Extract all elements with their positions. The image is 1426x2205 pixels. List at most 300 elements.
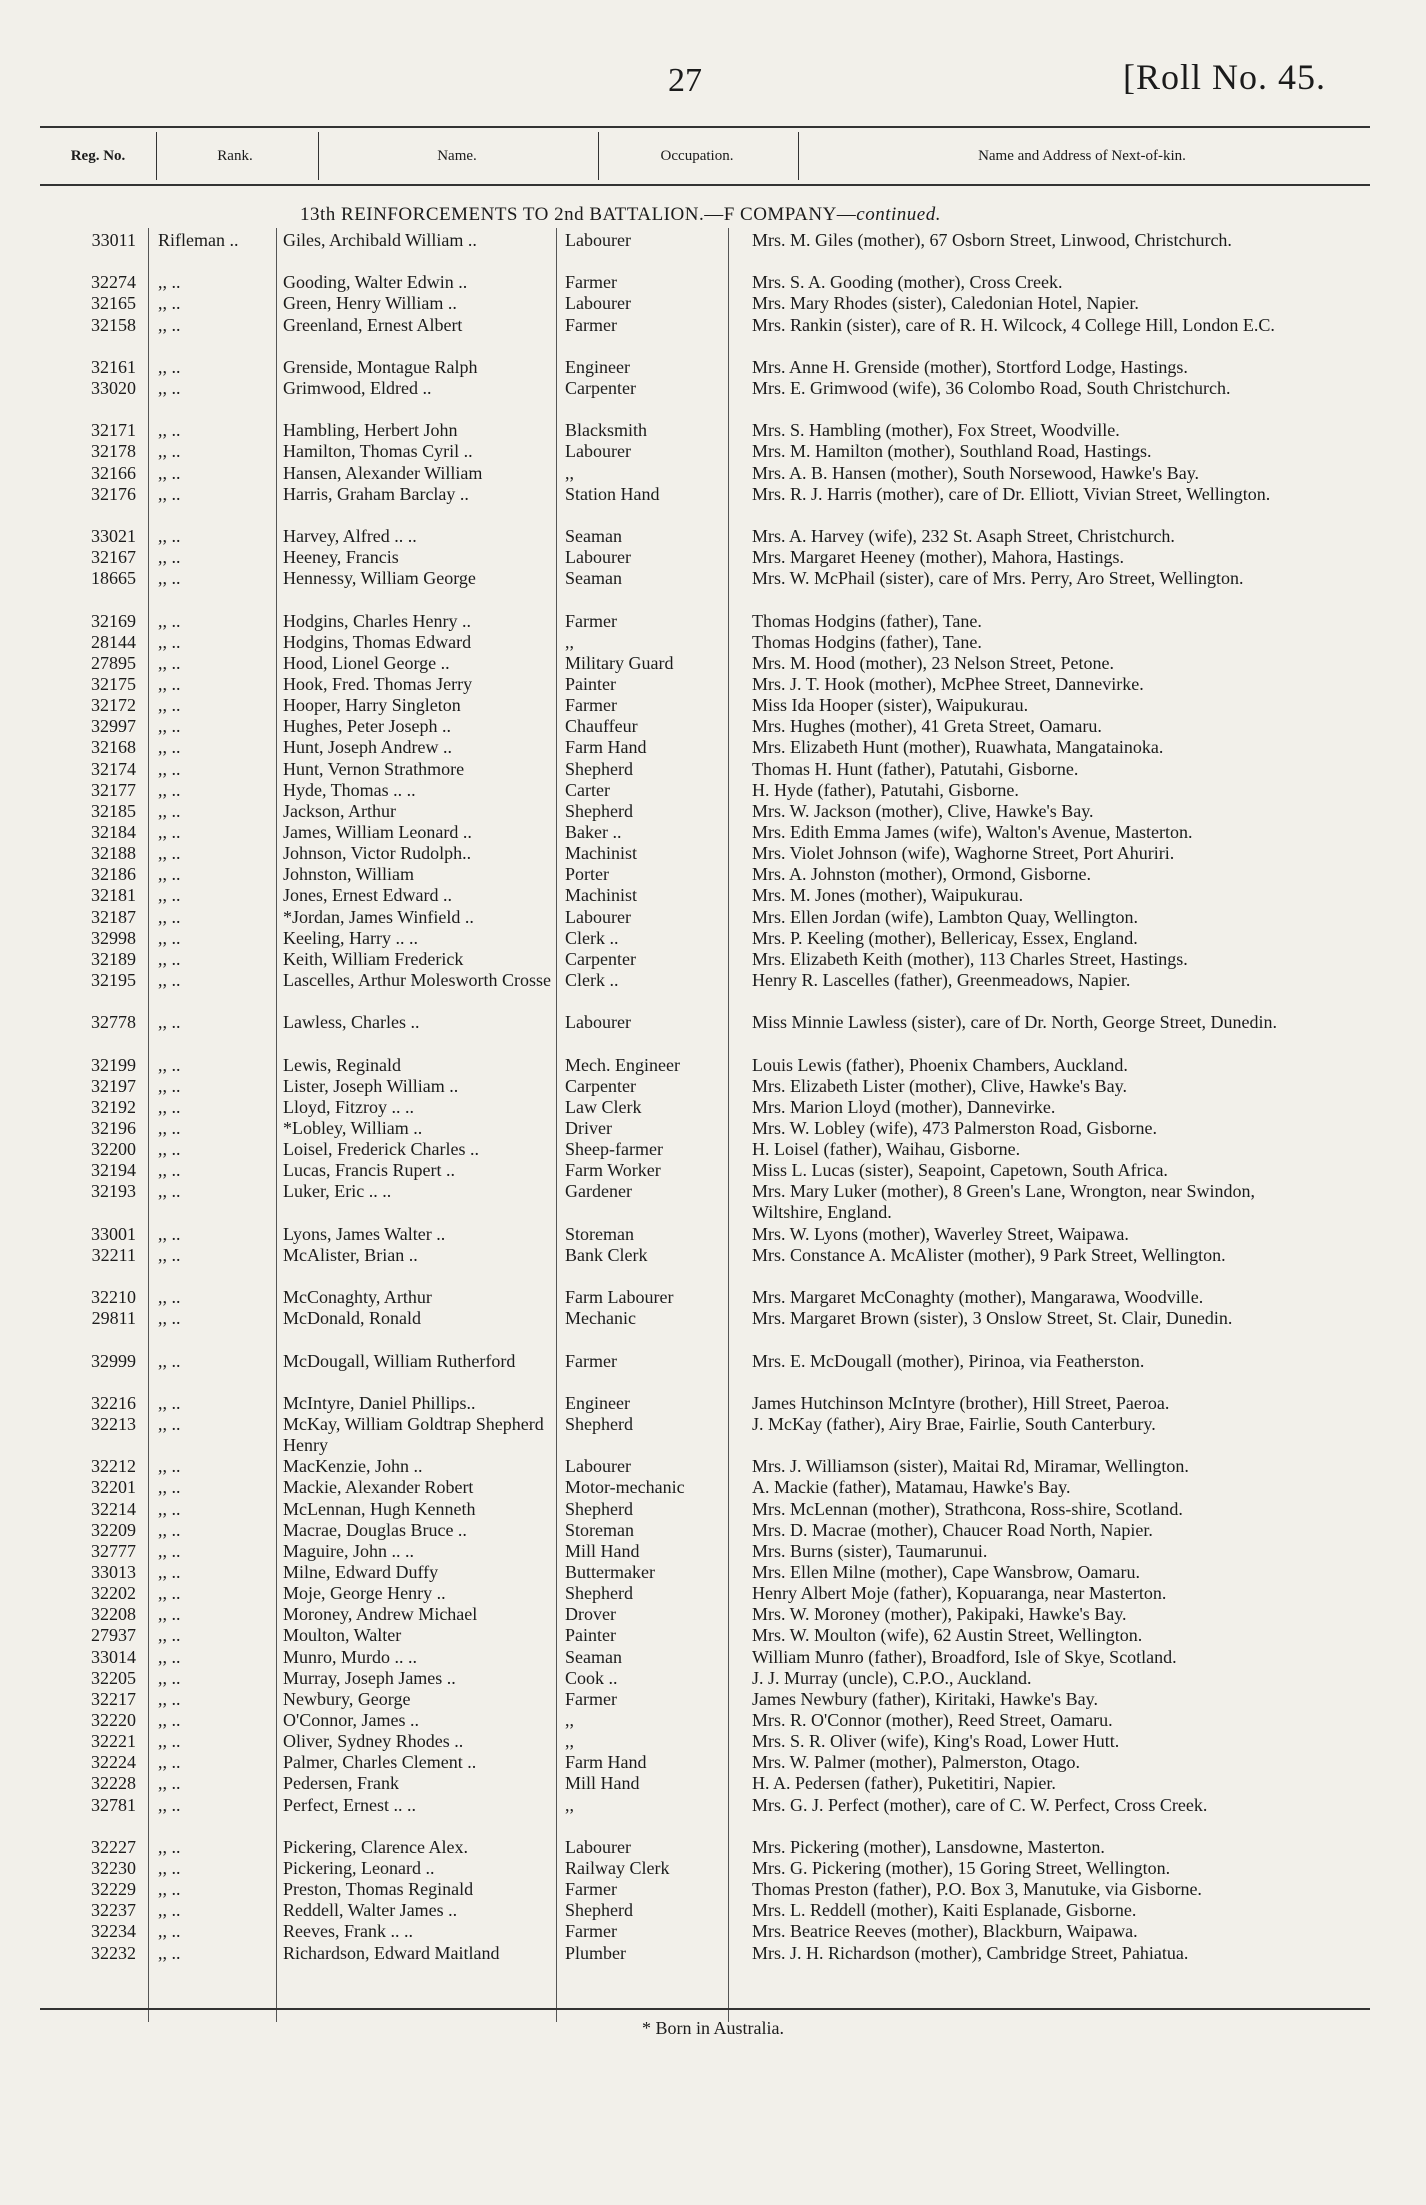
occupation-cell: Mech. Engineer <box>565 1054 680 1075</box>
occupation-cell: Carpenter <box>565 378 636 399</box>
occupation-cell: Clerk .. <box>565 927 619 948</box>
name-cell: Pickering, Leonard .. <box>283 1858 435 1879</box>
next-of-kin-cell: Mrs. A. Johnston (mother), Ormond, Gisborne. <box>752 864 1091 885</box>
occupation-cell: Farm Hand <box>565 1752 647 1773</box>
name-cell: Lascelles, Arthur Molesworth Crosse <box>283 970 551 990</box>
table-row <box>0 653 1426 674</box>
occupation-cell: Farmer <box>565 1688 617 1709</box>
rank-cell: ,, .. <box>158 1540 181 1561</box>
next-of-kin-cell: Mrs. G. Pickering (mother), 15 Goring Street, Wellington. <box>752 1858 1171 1879</box>
table-row <box>0 547 1426 568</box>
next-of-kin-cell: Mrs. Hughes (mother), 41 Greta Street, Oamaru. <box>752 716 1102 737</box>
table-row <box>0 420 1426 441</box>
table-row <box>0 1287 1426 1308</box>
reg-no-cell: 32175 <box>91 674 136 695</box>
occupation-cell: Labourer <box>565 1456 631 1477</box>
next-of-kin-cell: H. Hyde (father), Patutahi, Gisborne. <box>752 779 1019 800</box>
reg-no-cell: 32177 <box>91 779 136 800</box>
rank-cell: ,, .. <box>158 1392 181 1413</box>
table-row <box>0 1499 1426 1520</box>
occupation-cell: ,, <box>565 1731 574 1752</box>
next-of-kin-cell: Mrs. Margaret Brown (sister), 3 Onslow Street, St. Clair, Dunedin. <box>752 1308 1233 1329</box>
reg-no-cell: 32196 <box>91 1118 136 1139</box>
section-title-continued: continued. <box>856 204 941 225</box>
name-cell: Keith, William Frederick <box>283 948 464 969</box>
next-of-kin-cell: Henry Albert Moje (father), Kopuaranga, near Masterton. <box>752 1583 1167 1604</box>
rank-cell: ,, .. <box>158 1244 181 1265</box>
occupation-cell: Shepherd <box>565 1583 633 1604</box>
name-cell: McDonald, Ronald <box>283 1308 421 1329</box>
name-cell: Grenside, Montague Ralph <box>283 356 478 377</box>
rank-cell: ,, .. <box>158 483 181 504</box>
table-row <box>0 1583 1426 1604</box>
table-row <box>0 907 1426 928</box>
next-of-kin-cell: Mrs. Mary Rhodes (sister), Caledonian Hotel, Napier. <box>752 293 1139 314</box>
reg-no-cell: 32202 <box>91 1583 136 1604</box>
rank-cell: ,, .. <box>158 441 181 462</box>
name-cell: Hamilton, Thomas Cyril .. <box>283 441 473 462</box>
rank-cell: ,, .. <box>158 1773 181 1794</box>
next-of-kin-cell: J. J. Murray (uncle), C.P.O., Auckland. <box>752 1667 1032 1688</box>
name-cell: Hood, Lionel George .. <box>283 652 450 673</box>
rank-cell: ,, .. <box>158 610 181 631</box>
occupation-cell: Farm Hand <box>565 737 647 758</box>
name-cell: Loisel, Frederick Charles .. <box>283 1139 479 1160</box>
reg-no-cell: 32999 <box>91 1350 136 1371</box>
rank-cell: ,, .. <box>158 1752 181 1773</box>
header-rank: Rank. <box>217 148 253 164</box>
rank-cell: ,, .. <box>158 970 181 990</box>
rank-cell: ,, .. <box>158 927 181 948</box>
next-of-kin-cell: Mrs. Constance A. McAlister (mother), 9 Park Street, Wellington. <box>752 1244 1226 1265</box>
rank-cell: ,, .. <box>158 758 181 779</box>
reg-no-cell: 32199 <box>91 1054 136 1075</box>
reg-no-cell: 32781 <box>91 1794 136 1815</box>
section-title <box>300 204 941 226</box>
name-cell: Pedersen, Frank <box>283 1773 399 1794</box>
reg-no-cell: 32166 <box>91 462 136 483</box>
next-of-kin-cell: Mrs. S. Hambling (mother), Fox Street, Woodville. <box>752 420 1120 441</box>
name-cell: Hunt, Vernon Strathmore <box>283 758 465 779</box>
name-cell: Lister, Joseph William .. <box>283 1075 459 1096</box>
rank-cell: ,, .. <box>158 1858 181 1879</box>
table-row <box>0 737 1426 758</box>
reg-no-cell: 32201 <box>91 1477 136 1498</box>
name-cell: Grimwood, Eldred .. <box>283 378 432 399</box>
name-cell: Munro, Murdo .. .. <box>283 1646 417 1667</box>
reg-no-cell: 32189 <box>91 948 136 969</box>
reg-no-cell: 32214 <box>91 1498 136 1519</box>
roll-number: [Roll No. 45. <box>1122 57 1326 97</box>
table-row <box>0 1647 1426 1668</box>
name-cell: O'Connor, James .. <box>283 1710 420 1731</box>
table-row <box>0 1181 1426 1223</box>
occupation-cell: Seaman <box>565 568 622 589</box>
next-of-kin-cell: William Munro (father), Broadford, Isle of Skye, Scotland. <box>752 1646 1177 1667</box>
name-cell: McLennan, Hugh Kenneth <box>283 1498 476 1519</box>
reg-no-cell: 32205 <box>91 1667 136 1688</box>
table-row <box>0 864 1426 885</box>
reg-no-cell: 32209 <box>91 1519 136 1540</box>
table-row <box>0 1837 1426 1858</box>
table-row <box>0 441 1426 462</box>
table-row <box>0 1604 1426 1625</box>
reg-no-cell: 27895 <box>91 652 136 673</box>
reg-no-cell: 32228 <box>91 1773 136 1794</box>
name-cell: James, William Leonard .. <box>283 822 472 843</box>
next-of-kin-cell: Thomas Preston (father), P.O. Box 3, Manutuke, via Gisborne. <box>752 1879 1202 1900</box>
next-of-kin-cell: Miss Ida Hooper (sister), Waipukurau. <box>752 695 1029 716</box>
rank-cell: ,, .. <box>158 631 181 652</box>
next-of-kin-cell: Mrs. E. McDougall (mother), Pirinoa, via Featherston. <box>752 1350 1145 1371</box>
rank-cell: ,, .. <box>158 1054 181 1075</box>
reg-no-cell: 32212 <box>91 1456 136 1477</box>
next-of-kin-cell: Mrs. L. Reddell (mother), Kaiti Esplanade, Gisborne. <box>752 1900 1137 1921</box>
next-of-kin-cell: Mrs. Mary Luker (mother), 8 Green's Lane, Wrongton, near Swindon, Wiltshire, England. <box>752 1181 1256 1223</box>
name-cell: Moroney, Andrew Michael <box>283 1604 478 1625</box>
name-cell: McAlister, Brian .. <box>283 1244 418 1265</box>
next-of-kin-cell: Mrs. Ellen Milne (mother), Cape Wansbrow, Oamaru. <box>752 1562 1140 1583</box>
table-row <box>0 1943 1426 1985</box>
name-cell: Greenland, Ernest Albert <box>283 314 463 335</box>
reg-no-cell: 32208 <box>91 1604 136 1625</box>
next-of-kin-cell: Mrs. M. Hood (mother), 23 Nelson Street, Petone. <box>752 652 1114 673</box>
next-of-kin-cell: Mrs. Beatrice Reeves (mother), Blackburn, Waipawa. <box>752 1921 1138 1942</box>
reg-no-cell: 32217 <box>91 1688 136 1709</box>
occupation-cell: Plumber <box>565 1942 626 1963</box>
next-of-kin-cell: Mrs. Violet Johnson (wife), Waghorne Street, Port Ahuriri. <box>752 843 1175 864</box>
occupation-cell: Military Guard <box>565 652 674 673</box>
occupation-cell: Shepherd <box>565 1498 633 1519</box>
name-cell: Murray, Joseph James .. <box>283 1667 456 1688</box>
name-cell: Reeves, Frank .. .. <box>283 1921 413 1942</box>
occupation-cell: Painter <box>565 674 616 695</box>
reg-no-cell: 32227 <box>91 1836 136 1857</box>
table-row <box>0 1541 1426 1562</box>
next-of-kin-cell: J. McKay (father), Airy Brae, Fairlie, South Canterbury. <box>752 1414 1156 1435</box>
name-cell: McDougall, William Rutherford <box>283 1350 516 1371</box>
table-row <box>0 1139 1426 1160</box>
occupation-cell: Seaman <box>565 526 622 547</box>
name-cell: Luker, Eric .. .. <box>283 1181 392 1202</box>
next-of-kin-cell: Mrs. M. Hamilton (mother), Southland Road, Hastings. <box>752 441 1152 462</box>
rank-cell: ,, .. <box>158 1879 181 1900</box>
rank-cell: ,, .. <box>158 864 181 885</box>
next-of-kin-cell: Mrs. R. J. Harris (mother), care of Dr. Elliott, Vivian Street, Wellington. <box>752 483 1271 504</box>
rank-cell: ,, .. <box>158 272 181 293</box>
footer-rule <box>40 2008 1370 2010</box>
rank-cell: ,, .. <box>158 1900 181 1921</box>
rank-cell: ,, .. <box>158 1710 181 1731</box>
rank-cell: ,, .. <box>158 885 181 906</box>
name-cell: Moulton, Walter <box>283 1625 402 1646</box>
reg-no-cell: 18665 <box>91 568 136 589</box>
next-of-kin-cell: Mrs. A. Harvey (wife), 232 St. Asaph Street, Christchurch. <box>752 526 1175 547</box>
rank-cell: ,, .. <box>158 906 181 927</box>
occupation-cell: Blacksmith <box>565 420 647 441</box>
table-row <box>0 484 1426 526</box>
occupation-cell: Labourer <box>565 230 631 250</box>
table-row <box>0 1456 1426 1477</box>
table-row <box>0 1245 1426 1287</box>
rank-cell: ,, .. <box>158 1562 181 1583</box>
table-row <box>0 1520 1426 1541</box>
next-of-kin-cell: James Newbury (father), Kiritaki, Hawke's Bay. <box>752 1688 1098 1709</box>
occupation-cell: Farmer <box>565 1879 617 1900</box>
name-cell: Hambling, Herbert John <box>283 420 458 441</box>
reg-no-cell: 33020 <box>91 378 136 399</box>
rank-cell: ,, .. <box>158 1012 181 1033</box>
table-row <box>0 526 1426 547</box>
rank-cell: ,, .. <box>158 1350 181 1371</box>
header-reg-no: Reg. No. <box>70 148 126 164</box>
rank-cell: ,, .. <box>158 948 181 969</box>
reg-no-cell: 32169 <box>91 610 136 631</box>
table-row <box>0 1308 1426 1350</box>
reg-no-cell: 32186 <box>91 864 136 885</box>
next-of-kin-cell: Henry R. Lascelles (father), Greenmeadows, Napier. <box>752 970 1131 990</box>
next-of-kin-cell: Miss Minnie Lawless (sister), care of Dr. North, George Street, Dunedin. <box>752 1012 1278 1033</box>
occupation-cell: Railway Clerk <box>565 1858 670 1879</box>
table-row <box>0 1900 1426 1921</box>
reg-no-cell: 32210 <box>91 1287 136 1308</box>
rank-cell: ,, .. <box>158 1794 181 1815</box>
reg-no-cell: 32200 <box>91 1139 136 1160</box>
reg-no-cell: 32158 <box>91 314 136 335</box>
next-of-kin-cell: Mrs. W. McPhail (sister), care of Mrs. Perry, Aro Street, Wellington. <box>752 568 1244 589</box>
name-cell: Moje, George Henry .. <box>283 1583 446 1604</box>
occupation-cell: Buttermaker <box>565 1562 655 1583</box>
table-row <box>0 1097 1426 1118</box>
reg-no-cell: 32221 <box>91 1731 136 1752</box>
next-of-kin-cell: Mrs. Elizabeth Lister (mother), Clive, Hawke's Bay. <box>752 1075 1127 1096</box>
next-of-kin-cell: Mrs. Marion Lloyd (mother), Dannevirke. <box>752 1096 1056 1117</box>
reg-no-cell: 32229 <box>91 1879 136 1900</box>
table-row <box>0 1477 1426 1498</box>
occupation-cell: Station Hand <box>565 483 660 504</box>
name-cell: Heeney, Francis <box>283 547 399 568</box>
rank-cell: ,, .. <box>158 1625 181 1646</box>
reg-no-cell: 32181 <box>91 885 136 906</box>
next-of-kin-cell: H. Loisel (father), Waihau, Gisborne. <box>752 1139 1021 1160</box>
table-row <box>0 695 1426 716</box>
occupation-cell: Motor-mechanic <box>565 1477 685 1498</box>
occupation-cell: ,, <box>565 631 574 652</box>
occupation-cell: Shepherd <box>565 1900 633 1921</box>
rank-cell: ,, .. <box>158 1688 181 1709</box>
name-cell: Johnston, William <box>283 864 414 885</box>
rank-cell: ,, .. <box>158 1942 181 1963</box>
rank-cell: ,, .. <box>158 1836 181 1857</box>
table-row <box>0 1710 1426 1731</box>
name-cell: Hennessy, William George <box>283 568 476 589</box>
next-of-kin-cell: Mrs. W. Moroney (mother), Pakipaki, Hawke's Bay. <box>752 1604 1127 1625</box>
occupation-cell: Storeman <box>565 1223 634 1244</box>
name-cell: McKay, William Goldtrap Shepherd Henry <box>283 1414 544 1456</box>
rank-cell: ,, .. <box>158 1223 181 1244</box>
rank-cell: ,, .. <box>158 1477 181 1498</box>
occupation-cell: Farmer <box>565 610 617 631</box>
occupation-cell: Cook .. <box>565 1667 618 1688</box>
name-cell: Jackson, Arthur <box>283 800 396 821</box>
reg-no-cell: 32237 <box>91 1900 136 1921</box>
table-row <box>0 463 1426 484</box>
name-cell: Giles, Archibald William .. <box>283 230 477 250</box>
next-of-kin-cell: Mrs. Margaret McConaghty (mother), Mangarawa, Woodville. <box>752 1287 1204 1308</box>
name-cell: Lyons, James Walter .. <box>283 1223 446 1244</box>
page-number: 27 <box>668 62 702 99</box>
name-cell: MacKenzie, John .. <box>283 1456 423 1477</box>
table-row <box>0 928 1426 949</box>
next-of-kin-cell: Mrs. McLennan (mother), Strathcona, Ross-shire, Scotland. <box>752 1498 1183 1519</box>
rank-cell: ,, .. <box>158 526 181 547</box>
reg-no-cell: 32187 <box>91 906 136 927</box>
name-cell: Jones, Ernest Edward .. <box>283 885 452 906</box>
rank-cell: ,, .. <box>158 1498 181 1519</box>
name-cell: McConaghty, Arthur <box>283 1287 432 1308</box>
table-row <box>0 1012 1426 1054</box>
table-row <box>0 949 1426 970</box>
occupation-cell: Farm Worker <box>565 1160 661 1181</box>
occupation-cell: ,, <box>565 1710 574 1731</box>
reg-no-cell: 32167 <box>91 547 136 568</box>
occupation-cell: Machinist <box>565 885 637 906</box>
name-cell: Green, Henry William .. <box>283 293 457 314</box>
occupation-cell: Carpenter <box>565 948 636 969</box>
next-of-kin-cell: Mrs. M. Giles (mother), 67 Osborn Street, Linwood, Christchurch. <box>752 230 1232 250</box>
reg-no-cell: 32185 <box>91 800 136 821</box>
reg-no-cell: 32230 <box>91 1858 136 1879</box>
table-row <box>0 1224 1426 1245</box>
rank-cell: ,, .. <box>158 462 181 483</box>
rank-cell: ,, .. <box>158 420 181 441</box>
name-cell: Lucas, Francis Rupert .. <box>283 1160 455 1181</box>
table-row <box>0 315 1426 357</box>
table-row <box>0 1731 1426 1752</box>
occupation-cell: Labourer <box>565 1836 631 1857</box>
table-row <box>0 1858 1426 1879</box>
table-row <box>0 1393 1426 1414</box>
occupation-cell: Sheep-farmer <box>565 1139 663 1160</box>
reg-no-cell: 29811 <box>91 1308 136 1329</box>
table-row <box>0 843 1426 864</box>
name-cell: Richardson, Edward Maitland <box>283 1942 500 1963</box>
next-of-kin-cell: Mrs. Burns (sister), Taumarunui. <box>752 1540 988 1561</box>
occupation-cell: Shepherd <box>565 758 633 779</box>
name-cell: Palmer, Charles Clement .. <box>283 1752 477 1773</box>
rank-cell: Rifleman .. <box>158 230 239 250</box>
occupation-cell: Farmer <box>565 1350 617 1371</box>
next-of-kin-cell: Mrs. S. R. Oliver (wife), King's Road, Lower Hutt. <box>752 1731 1120 1752</box>
rank-cell: ,, .. <box>158 1308 181 1329</box>
reg-no-cell: 32274 <box>91 272 136 293</box>
next-of-kin-cell: Mrs. D. Macrae (mother), Chaucer Road North, Napier. <box>752 1519 1153 1540</box>
next-of-kin-cell: Mrs. Margaret Heeney (mother), Mahora, Hastings. <box>752 547 1125 568</box>
occupation-cell: Bank Clerk <box>565 1244 648 1265</box>
occupation-cell: Labourer <box>565 441 631 462</box>
table-row <box>0 1055 1426 1076</box>
occupation-cell: Machinist <box>565 843 637 864</box>
name-cell: Reddell, Walter James .. <box>283 1900 458 1921</box>
table-row <box>0 885 1426 906</box>
reg-no-cell: 32195 <box>91 970 136 990</box>
table-row <box>0 801 1426 822</box>
table-row <box>0 1351 1426 1393</box>
reg-no-cell: 32174 <box>91 758 136 779</box>
rank-cell: ,, .. <box>158 1075 181 1096</box>
occupation-cell: Mechanic <box>565 1308 636 1329</box>
occupation-cell: Carpenter <box>565 1075 636 1096</box>
table-row <box>0 1921 1426 1942</box>
reg-no-cell: 32171 <box>91 420 136 441</box>
occupation-cell: Clerk .. <box>565 970 619 990</box>
rank-cell: ,, .. <box>158 674 181 695</box>
rank-cell: ,, .. <box>158 843 181 864</box>
name-cell: *Jordan, James Winfield .. <box>283 906 474 927</box>
table-row <box>0 611 1426 632</box>
occupation-cell: ,, <box>565 462 574 483</box>
rank-cell: ,, .. <box>158 800 181 821</box>
reg-no-cell: 32172 <box>91 695 136 716</box>
table-row <box>0 716 1426 737</box>
occupation-cell: Mill Hand <box>565 1540 640 1561</box>
reg-no-cell: 32211 <box>91 1244 136 1265</box>
rank-cell: ,, .. <box>158 1604 181 1625</box>
occupation-cell: Labourer <box>565 293 631 314</box>
table-row <box>0 272 1426 293</box>
rank-cell: ,, .. <box>158 1646 181 1667</box>
reg-no-cell: 33011 <box>91 230 136 250</box>
table-row <box>0 1752 1426 1773</box>
name-cell: Mackie, Alexander Robert <box>283 1477 474 1498</box>
roll-table-body <box>0 230 1426 1985</box>
rank-cell: ,, .. <box>158 1096 181 1117</box>
table-row <box>0 378 1426 420</box>
rank-cell: ,, .. <box>158 1456 181 1477</box>
name-cell: Oliver, Sydney Rhodes .. <box>283 1731 464 1752</box>
reg-no-cell: 33013 <box>91 1562 136 1583</box>
name-cell: Hyde, Thomas .. .. <box>283 779 416 800</box>
rank-cell: ,, .. <box>158 716 181 737</box>
rank-cell: ,, .. <box>158 822 181 843</box>
occupation-cell: Shepherd <box>565 1414 633 1435</box>
occupation-cell: ,, <box>565 1794 574 1815</box>
rank-cell: ,, .. <box>158 1667 181 1688</box>
next-of-kin-cell: A. Mackie (father), Matamau, Hawke's Bay. <box>752 1477 1071 1498</box>
header-divider <box>318 132 319 180</box>
occupation-cell: Porter <box>565 864 609 885</box>
occupation-cell: Carter <box>565 779 610 800</box>
header-next-of-kin: Name and Address of Next-of-kin. <box>978 148 1186 164</box>
reg-no-cell: 32213 <box>91 1414 136 1435</box>
occupation-cell: Storeman <box>565 1519 634 1540</box>
reg-no-cell: 32176 <box>91 483 136 504</box>
reg-no-cell: 32188 <box>91 843 136 864</box>
occupation-cell: Seaman <box>565 1646 622 1667</box>
table-row <box>0 674 1426 695</box>
rank-cell: ,, .. <box>158 1139 181 1160</box>
header-divider <box>598 132 599 180</box>
rank-cell: ,, .. <box>158 1519 181 1540</box>
rank-cell: ,, .. <box>158 779 181 800</box>
next-of-kin-cell: Mrs. W. Lyons (mother), Waverley Street, Waipawa. <box>752 1223 1129 1244</box>
reg-no-cell: 32997 <box>91 716 136 737</box>
reg-no-cell: 32998 <box>91 927 136 948</box>
next-of-kin-cell: Miss L. Lucas (sister), Seapoint, Capetown, South Africa. <box>752 1160 1168 1181</box>
occupation-cell: Engineer <box>565 356 630 377</box>
occupation-cell: Farmer <box>565 272 617 293</box>
name-cell: Hansen, Alexander William <box>283 462 483 483</box>
